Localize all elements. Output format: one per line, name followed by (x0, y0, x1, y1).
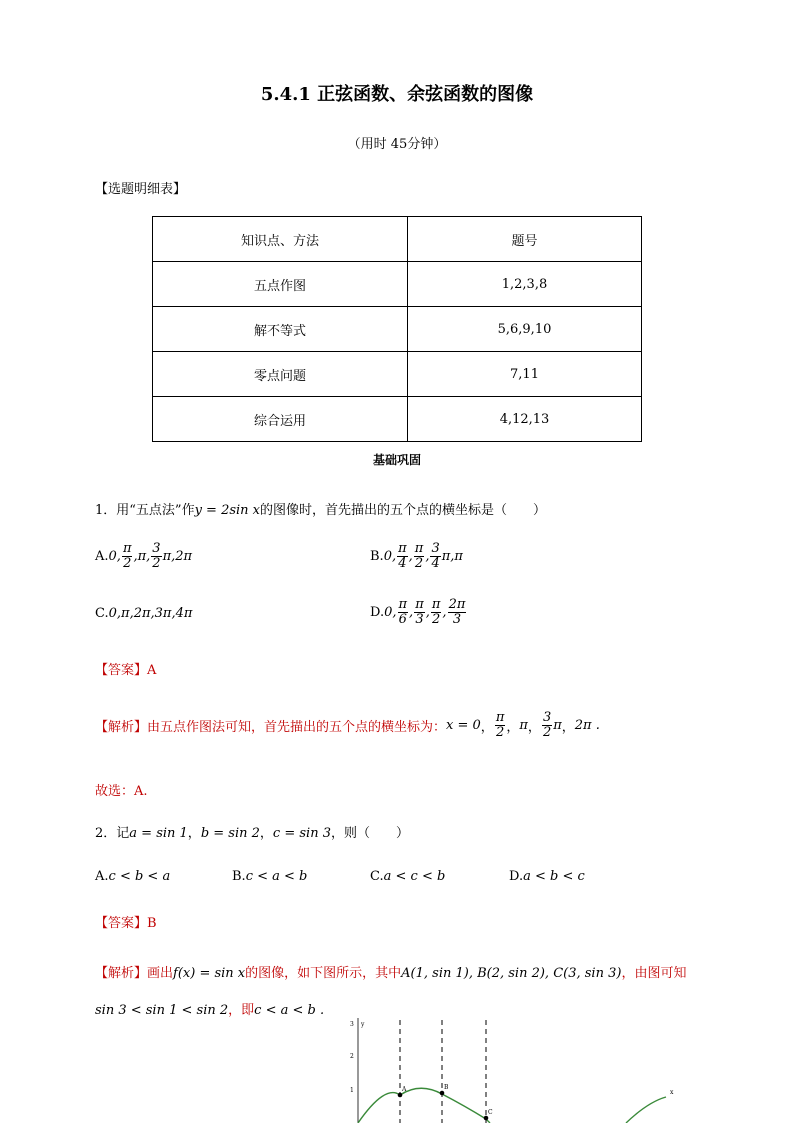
option-label: D. (370, 604, 385, 620)
option-text: c < a < b (245, 869, 308, 884)
q2-prefix: 2．记 (95, 826, 130, 841)
option-text: 0, (383, 548, 397, 564)
q1-option-b (370, 542, 463, 570)
point-label: B (444, 1084, 449, 1091)
analysis-text: ，由图可知 (621, 966, 687, 981)
frac-num: 3 (152, 541, 161, 556)
frac-den: 3 (452, 611, 462, 627)
option-text: 0,π,2π,3π,4π (108, 606, 193, 621)
frac-den: 2 (432, 611, 441, 627)
q1-option-a (95, 542, 192, 570)
frac-den: 4 (398, 555, 407, 571)
option-text: , (425, 548, 430, 564)
frac-num: 2π (448, 597, 466, 612)
fraction (397, 542, 408, 570)
frac-den: 4 (431, 555, 440, 571)
q2-option-d (509, 869, 585, 884)
table-row (153, 397, 642, 442)
q2-suffix: ，则（ ） (330, 826, 409, 841)
q2-option-a (95, 869, 170, 884)
option-text: , (425, 604, 430, 620)
frac-num: π (495, 710, 505, 725)
answer-value: A (147, 663, 157, 678)
q2-expr: c = sin 3 (272, 826, 331, 841)
table-header-row (153, 217, 642, 262)
frac-num: π (431, 597, 441, 612)
analysis-expr: c < a < b . (254, 1003, 325, 1018)
q1-choose: 故选：A. (95, 784, 148, 799)
q1-suffix: 的图像时，首先描出的五个点的横坐标是（ ） (260, 503, 547, 518)
separator: ， (259, 826, 273, 841)
q1-answer (95, 659, 156, 678)
analysis-text: ，即 (228, 1003, 255, 1018)
option-label: D. (509, 869, 524, 884)
answer-label: 【答案】 (95, 916, 148, 931)
q2-option-b (232, 869, 307, 884)
frac-den: 2 (123, 555, 132, 571)
frac-num: π (415, 597, 424, 612)
analysis-expr: sin 3 < sin 1 < sin 2 (95, 1003, 229, 1018)
x-axis-label: x (670, 1089, 674, 1096)
analysis-expr: π (553, 717, 562, 733)
separator: ， (480, 719, 494, 735)
fraction (495, 711, 506, 739)
answer-value: B (147, 916, 157, 931)
frac-den: 2 (414, 555, 424, 571)
frac-den: 2 (542, 724, 552, 740)
frac-den: 2 (495, 724, 505, 740)
analysis-label: 【解析】 (95, 966, 148, 981)
fraction (151, 542, 161, 570)
fraction (414, 598, 425, 626)
tick-label: 3 (350, 1021, 354, 1028)
analysis-text: 由五点作图法可知，首先描出的五个点的横坐标为： (147, 719, 447, 735)
section-label: 【选题明细表】 (95, 182, 187, 197)
table-header-cell: 题号 (408, 217, 642, 262)
analysis-expr: 2π . (574, 717, 600, 733)
option-text: π,π (441, 548, 463, 564)
separator: ， (187, 826, 201, 841)
table-cell: 4,12,13 (408, 397, 642, 442)
frac-num: π (398, 541, 407, 556)
frac-den: 6 (398, 611, 407, 627)
fraction (448, 598, 467, 626)
option-text: 0, (108, 548, 121, 564)
option-text: ,π, (133, 548, 151, 564)
q2-analysis-line2 (95, 999, 324, 1018)
q2-expr: b = sin 2 (200, 826, 260, 841)
option-label: B. (370, 548, 384, 564)
point-c (484, 1116, 489, 1121)
q2-answer (95, 912, 157, 931)
option-label: B. (232, 869, 246, 884)
point-a (398, 1093, 403, 1098)
sine-curve (626, 1097, 666, 1123)
option-text: , (442, 604, 447, 620)
q1-analysis (95, 711, 600, 739)
option-text: 0, (384, 604, 397, 620)
option-label: C. (370, 869, 384, 884)
fraction (398, 598, 409, 626)
fraction (122, 542, 133, 570)
table-cell: 综合运用 (153, 397, 408, 442)
option-text: a < b < c (523, 869, 585, 884)
q1-expr: y = 2sin x (194, 503, 261, 518)
fraction (431, 598, 442, 626)
fraction (414, 542, 425, 570)
option-label: A. (95, 548, 109, 564)
frac-den: 2 (152, 555, 161, 571)
analysis-expr: A(1, sin 1), B(2, sin 2), C(3, sin 3) (401, 966, 622, 981)
q1-option-c (95, 606, 192, 621)
q1-option-d (370, 598, 467, 626)
time-note: （用时 45分钟） (347, 137, 447, 152)
fraction (542, 711, 552, 739)
analysis-text: 的图像，如下图所示，其中 (245, 966, 402, 981)
frac-den: 3 (415, 611, 424, 627)
analysis-label: 【解析】 (95, 719, 148, 735)
sine-curve (358, 1088, 490, 1123)
q1-prefix: 1．用“五点法”作 (95, 503, 195, 518)
q2-expr: a = sin 1 (129, 826, 188, 841)
option-label: C. (95, 606, 109, 621)
frac-num: 3 (542, 710, 552, 725)
option-text: a < c < b (383, 869, 446, 884)
tick-label: 1 (350, 1087, 354, 1094)
table-row (153, 307, 642, 352)
table-cell: 解不等式 (153, 307, 408, 352)
separator: ， (561, 719, 575, 735)
analysis-expr: f(x) = sin x (173, 966, 246, 981)
option-text: π,2π (162, 548, 193, 564)
option-label: A. (95, 869, 109, 884)
point-b (440, 1091, 445, 1096)
q2-analysis (95, 962, 686, 981)
separator: ， (527, 719, 541, 735)
question-2 (95, 822, 409, 841)
option-text: c < b < a (108, 869, 171, 884)
tick-label: 2 (350, 1053, 354, 1060)
separator: ， (506, 719, 520, 735)
frac-num: π (398, 597, 408, 612)
table-cell: 5,6,9,10 (408, 307, 642, 352)
fraction (430, 542, 440, 570)
answer-label: 【答案】 (95, 663, 148, 678)
point-label: A (402, 1086, 407, 1093)
frac-num: 3 (431, 541, 440, 556)
table-cell: 7,11 (408, 352, 642, 397)
table-row (153, 262, 642, 307)
table-cell: 零点问题 (153, 352, 408, 397)
table-header-cell: 知识点、方法 (153, 217, 408, 262)
question-1 (95, 499, 546, 518)
page-title: 5.4.1 正弦函数、余弦函数的图像 (260, 84, 534, 105)
table-cell: 五点作图 (153, 262, 408, 307)
sine-graph (330, 1014, 675, 1123)
section-caption: 基础巩固 (372, 453, 421, 467)
point-label: C (488, 1109, 493, 1116)
table-cell: 1,2,3,8 (408, 262, 642, 307)
topic-table (152, 216, 642, 442)
option-text: , (409, 604, 414, 620)
analysis-text: 画出 (147, 966, 174, 981)
analysis-expr: x = 0 (446, 717, 481, 733)
table-row (153, 352, 642, 397)
frac-num: π (122, 541, 132, 556)
q2-option-c (370, 869, 445, 884)
option-text: , (408, 548, 413, 564)
analysis-expr: π (519, 717, 528, 733)
frac-num: π (414, 541, 424, 556)
y-axis-label: y (361, 1021, 365, 1028)
